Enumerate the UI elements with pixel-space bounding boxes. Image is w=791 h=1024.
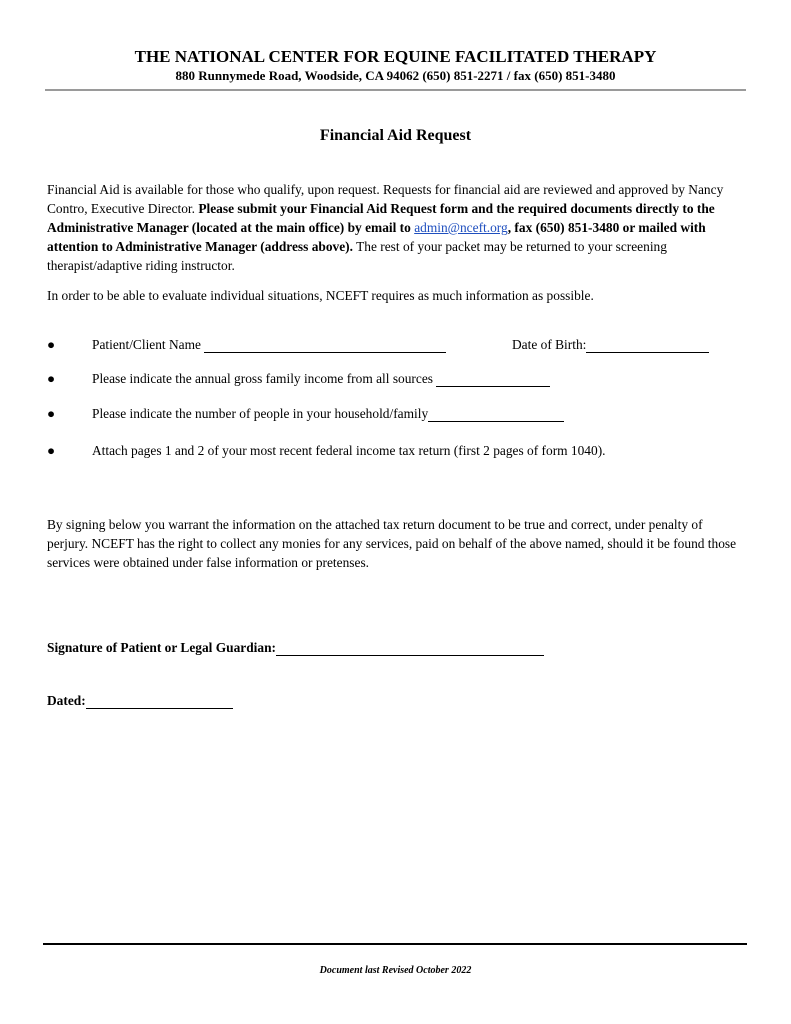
dob-label: Date of Birth: bbox=[512, 337, 587, 352]
list-item-household bbox=[47, 406, 747, 426]
signature-line bbox=[47, 640, 544, 656]
footer-revision-note: Document last Revised October 2022 bbox=[319, 965, 472, 976]
org-name: THE NATIONAL CENTER FOR EQUINE FACILITATED THERAPY bbox=[134, 47, 657, 66]
patient-name-field[interactable] bbox=[204, 338, 446, 353]
intro-rest: The rest of your packet may be returned to your screening therapist/adaptive riding instructor. bbox=[47, 239, 667, 273]
dated-field[interactable] bbox=[86, 694, 233, 709]
bullet-icon: ● bbox=[47, 371, 56, 386]
warranty-paragraph: By signing below you warrant the information on the attached tax return document to be true and correct, under penalty of perjury. NCEFT has the right to collect any monies for any services, paid on behalf of the above named, should it be found those services were obtained under false information or pretenses. bbox=[47, 517, 737, 570]
patient-name-label: Patient/Client Name bbox=[92, 337, 201, 352]
footer-divider bbox=[43, 943, 747, 945]
income-label: Please indicate the annual gross family income from all sources bbox=[92, 371, 433, 386]
list-item-name bbox=[47, 337, 747, 357]
tax-return-label: Attach pages 1 and 2 of your most recent federal income tax return (first 2 pages of form 1040). bbox=[92, 443, 606, 458]
email-link[interactable]: admin@nceft.org bbox=[414, 220, 508, 235]
signature-label: Signature of Patient or Legal Guardian: bbox=[47, 640, 277, 655]
household-label: Please indicate the number of people in your household/family bbox=[92, 406, 429, 421]
intro-fax-mail: , fax (650) 851-3480 or mailed with attention to Administrative Manager (address above). bbox=[47, 220, 706, 254]
bullet-icon: ● bbox=[47, 443, 56, 458]
bullet-icon: ● bbox=[47, 337, 56, 352]
list-item-tax-return bbox=[47, 443, 747, 463]
intro-text: Financial Aid is available for those who qualify, upon request. Requests for financial aid are reviewed and approved by Nancy Contro, Executive Director. bbox=[47, 182, 724, 216]
household-field[interactable] bbox=[428, 407, 564, 422]
dob-field[interactable] bbox=[586, 338, 709, 353]
page-title: Financial Aid Request bbox=[319, 127, 472, 144]
dated-line bbox=[47, 693, 233, 709]
income-field[interactable] bbox=[436, 372, 550, 387]
bullet-icon: ● bbox=[47, 406, 56, 421]
intro-paragraph bbox=[47, 180, 747, 275]
header-divider bbox=[45, 89, 746, 91]
list-item-income bbox=[47, 371, 747, 391]
signature-field[interactable] bbox=[276, 641, 544, 656]
evaluation-note: In order to be able to evaluate individual situations, NCEFT requires as much information as possible. bbox=[47, 288, 594, 303]
org-address: 880 Runnymede Road, Woodside, CA 94062 (650) 851-2271 / fax (650) 851-3480 bbox=[175, 68, 616, 83]
dated-label: Dated: bbox=[47, 693, 86, 708]
intro-instructions: Please submit your Financial Aid Request form and the required documents directly to the Administrative Manager (located at the main office) by email to bbox=[47, 201, 715, 235]
